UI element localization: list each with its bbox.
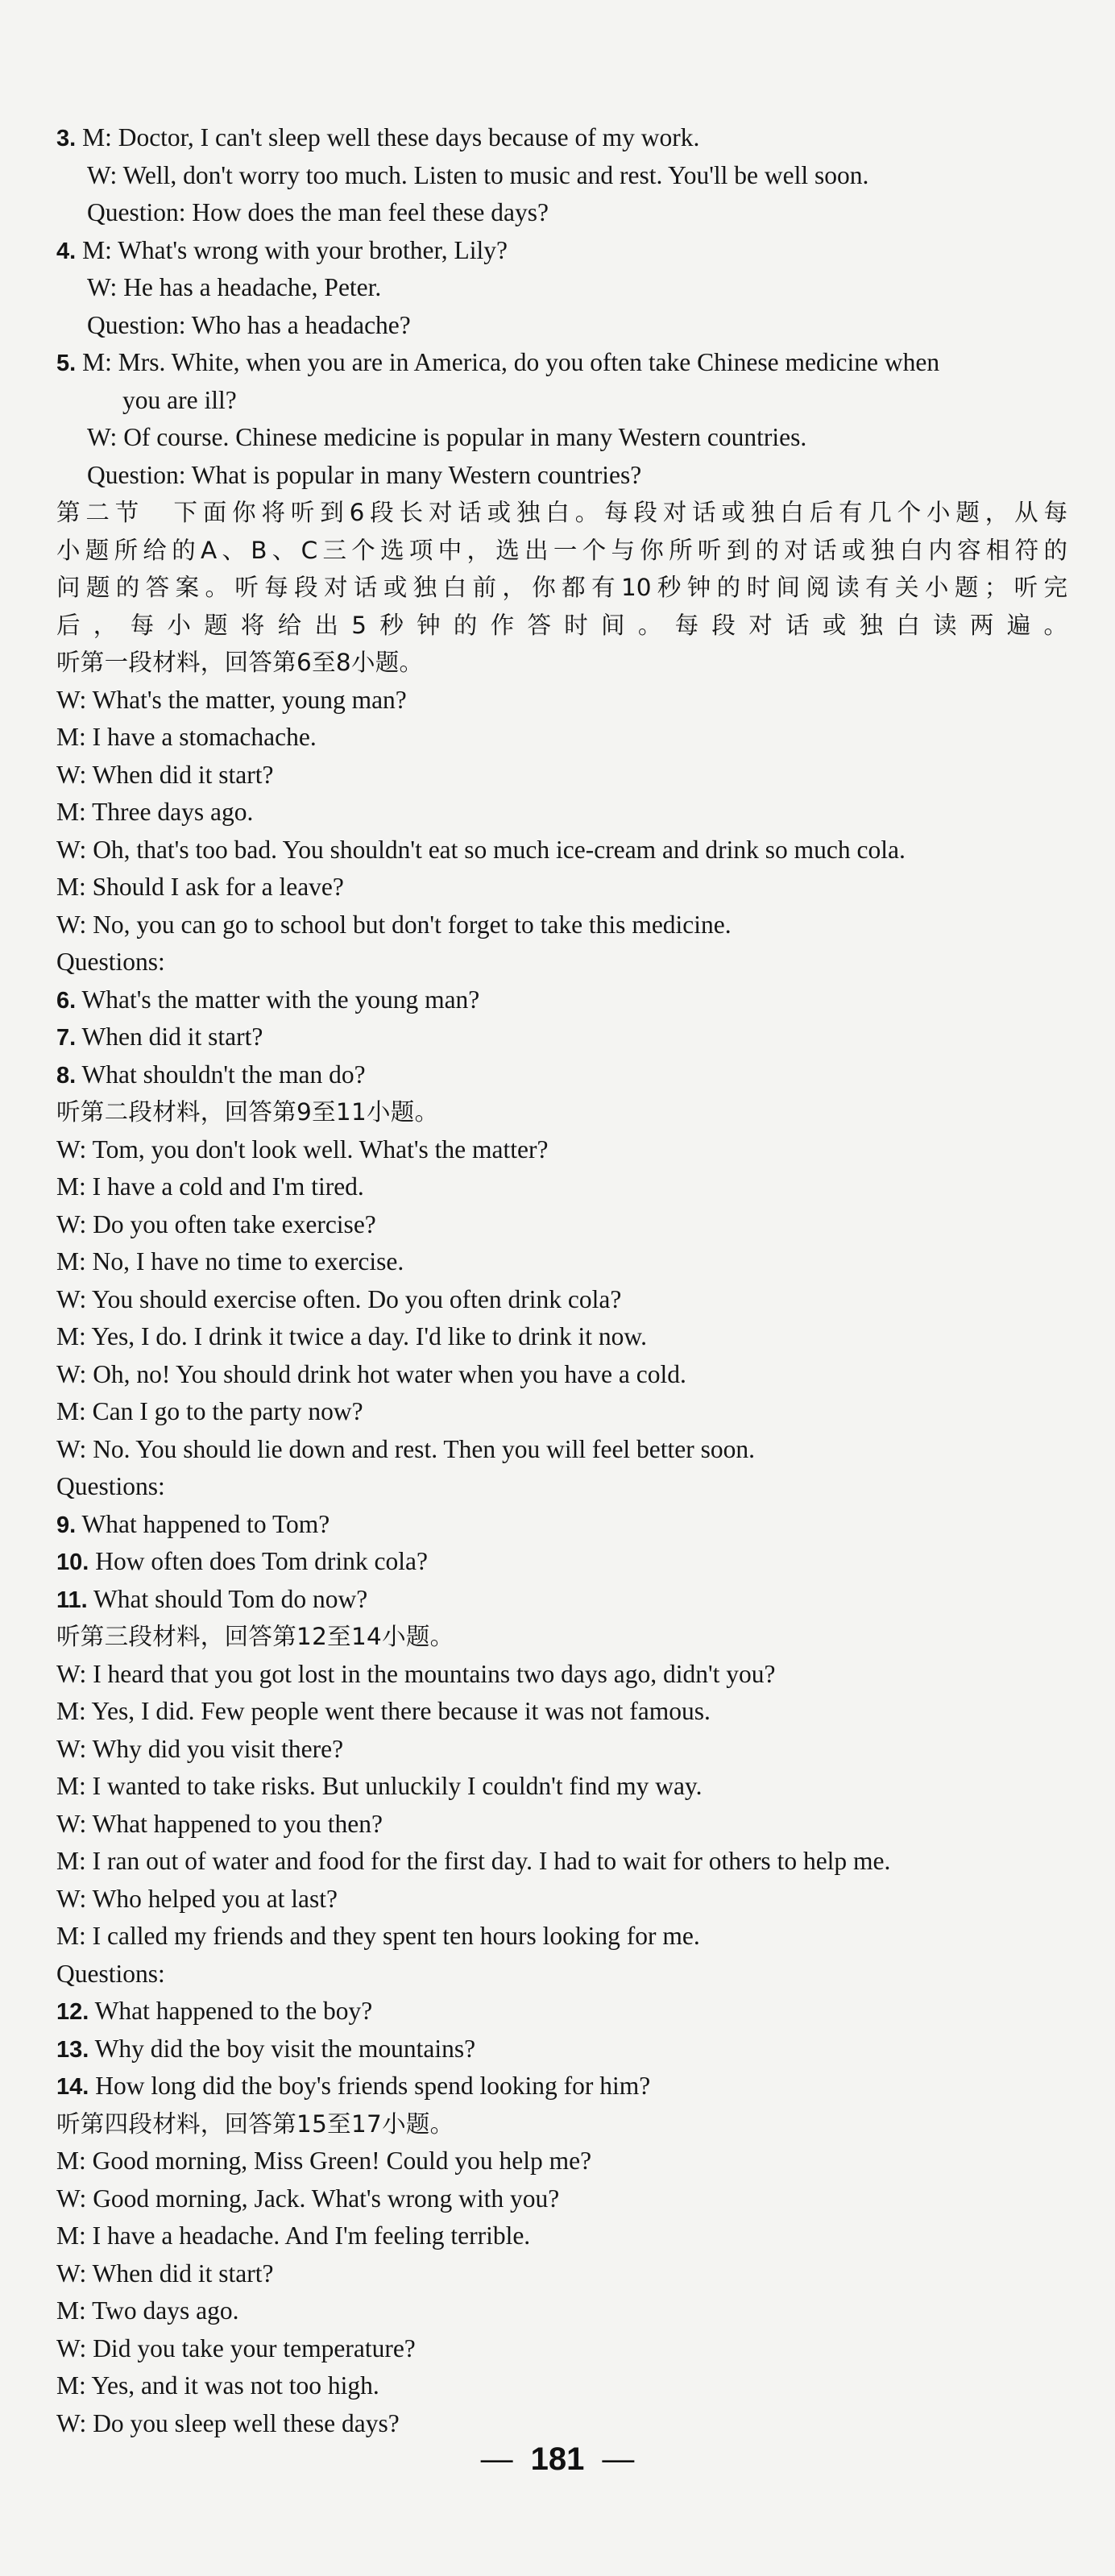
dialogue-line: W: You should exercise often. Do you often drink cola? bbox=[56, 1284, 622, 1313]
question-text: What shouldn't the man do? bbox=[76, 1060, 366, 1089]
question-line bbox=[48, 1018, 1055, 1056]
question-number: 5. bbox=[56, 351, 77, 376]
question-line bbox=[48, 981, 1055, 1019]
question-number: 9. bbox=[56, 1512, 77, 1538]
question-number: 7. bbox=[56, 1025, 77, 1051]
line-text: Question: Who has a headache? bbox=[87, 310, 411, 339]
line-text: W: Of course. Chinese medicine is popular in many Western countries. bbox=[87, 423, 807, 451]
section-instruction-line: 第二节 下面你将听到6段长对话或独白。每段对话或独白后有几个小题，从每 bbox=[56, 499, 1067, 526]
question-line bbox=[48, 1506, 1055, 1544]
footer-dash-left: — bbox=[480, 2441, 513, 2477]
line-text: Question: How does the man feel these days? bbox=[87, 198, 549, 226]
dialogue-line: W: What's the matter, young man? bbox=[56, 685, 407, 714]
question-text: What should Tom do now? bbox=[87, 1584, 368, 1613]
dialogue-line: W: When did it start? bbox=[56, 2259, 274, 2288]
material-heading: 听第三段材料，回答第12至14小题。 bbox=[56, 1623, 454, 1650]
question-text: What happened to the boy? bbox=[89, 1997, 373, 2025]
page-number: 181 bbox=[530, 2441, 585, 2477]
dialogue-line: M: Good morning, Miss Green! Could you help me? bbox=[56, 2147, 592, 2175]
line-text: Question: What is popular in many Western countries? bbox=[87, 460, 642, 489]
dialogue-line: M: Yes, I did. Few people went there because it was not famous. bbox=[56, 1697, 711, 1725]
dialogue-line bbox=[48, 457, 1055, 495]
dialogue-line: W: Good morning, Jack. What's wrong with you? bbox=[56, 2184, 560, 2213]
question-number: 4. bbox=[56, 238, 77, 264]
question-number: 14. bbox=[56, 2074, 89, 2100]
dialogue-line bbox=[48, 307, 1055, 345]
dialogue-line: W: Why did you visit there? bbox=[56, 1734, 344, 1763]
question-text: What happened to Tom? bbox=[76, 1509, 330, 1538]
dialogue-line: W: Do you often take exercise? bbox=[56, 1209, 376, 1238]
question-number: 13. bbox=[56, 2036, 89, 2063]
dialogue-line: W: Did you take your temperature? bbox=[56, 2333, 416, 2362]
dialogue-line: Questions: bbox=[56, 1959, 165, 1988]
dialogue-line: M: I have a headache. And I'm feeling terrible. bbox=[56, 2221, 531, 2250]
material-heading: 听第四段材料，回答第15至17小题。 bbox=[56, 2109, 454, 2138]
line-text: M: Mrs. White, when you are in America, do you often take Chinese medicine when bbox=[76, 348, 940, 376]
dialogue-line bbox=[48, 382, 1055, 420]
material-heading: 听第二段材料，回答第9至11小题。 bbox=[56, 1098, 439, 1126]
dialogue-line: W: Oh, no! You should drink hot water when you have a cold. bbox=[56, 1359, 686, 1388]
dialogue-line: Questions: bbox=[56, 948, 165, 976]
dialogue-line: W: Who helped you at last? bbox=[56, 1884, 338, 1913]
question-number: 11. bbox=[56, 1587, 88, 1613]
dialogue-line: M: I called my friends and they spent ten hours looking for me. bbox=[56, 1922, 700, 1950]
question-number: 3. bbox=[56, 126, 77, 151]
section-instruction-line: 小题所给的A、B、C三个选项中，选出一个与你所听到的对话或独白内容相符的 bbox=[56, 536, 1067, 564]
dialogue-line: M: Yes, and it was not too high. bbox=[56, 2371, 379, 2400]
dialogue-line: W: I heard that you got lost in the mountains two days ago, didn't you? bbox=[56, 1659, 776, 1688]
dialogue-line bbox=[48, 232, 1055, 270]
question-number: 6. bbox=[56, 987, 77, 1014]
line-text: you are ill? bbox=[122, 385, 237, 414]
dialogue-line bbox=[48, 269, 1055, 307]
dialogue-line: W: When did it start? bbox=[56, 760, 274, 789]
dialogue-line: M: I ran out of water and food for the first day. I had to wait for others to help me. bbox=[56, 1847, 891, 1875]
dialogue-line: M: Yes, I do. I drink it twice a day. I'd like to drink it now. bbox=[56, 1322, 648, 1350]
dialogue-line: M: Can I go to the party now? bbox=[56, 1397, 363, 1425]
page-footer bbox=[0, 2441, 1115, 2478]
material-heading: 听第一段材料，回答第6至8小题。 bbox=[56, 649, 424, 676]
question-text: How often does Tom drink cola? bbox=[89, 1547, 428, 1575]
question-text: When did it start? bbox=[76, 1023, 263, 1051]
dialogue-line: M: I wanted to take risks. But unluckily I couldn't find my way. bbox=[56, 1772, 703, 1800]
line-text: W: He has a headache, Peter. bbox=[87, 273, 382, 301]
dialogue-line bbox=[48, 194, 1055, 232]
dialogue-line: W: Tom, you don't look well. What's the matter? bbox=[56, 1135, 549, 1164]
line-text: M: Doctor, I can't sleep well these days because of my work. bbox=[76, 123, 700, 151]
dialogue-line: M: No, I have no time to exercise. bbox=[56, 1247, 404, 1276]
dialogue-line: W: What happened to you then? bbox=[56, 1809, 383, 1838]
dialogue-line: M: Should I ask for a leave? bbox=[56, 873, 344, 901]
page-content bbox=[48, 119, 1067, 2442]
section-instruction-line: 问题的答案。听每段对话或独白前，你都有10秒钟的时间阅读有关小题；听完 bbox=[56, 574, 1067, 601]
dialogue-line bbox=[48, 419, 1055, 457]
dialogue-line: M: I have a cold and I'm tired. bbox=[56, 1172, 364, 1201]
question-number: 8. bbox=[56, 1062, 77, 1089]
question-line bbox=[48, 1581, 1055, 1619]
question-number: 10. bbox=[56, 1549, 89, 1575]
dialogue-line: W: Do you sleep well these days? bbox=[56, 2408, 400, 2437]
question-line bbox=[48, 1543, 1055, 1581]
section-instruction-line: 后，每小题将给出5秒钟的作答时间。每段对话或独白读两遍。 bbox=[56, 611, 1067, 639]
question-line bbox=[48, 2031, 1055, 2068]
question-text: What's the matter with the young man? bbox=[76, 985, 480, 1014]
dialogue-line: W: No. You should lie down and rest. Then you will feel better soon. bbox=[56, 1434, 756, 1463]
dialogue-line: Questions: bbox=[56, 1472, 165, 1500]
question-text: How long did the boy's friends spend looking for him? bbox=[89, 2072, 651, 2100]
dialogue-line: M: Three days ago. bbox=[56, 798, 254, 826]
dialogue-line: W: Oh, that's too bad. You shouldn't eat so much ice-cream and drink so much cola. bbox=[56, 835, 906, 864]
question-number: 12. bbox=[56, 1999, 89, 2025]
dialogue-line bbox=[48, 119, 1055, 157]
line-text: M: What's wrong with your brother, Lily? bbox=[76, 235, 508, 264]
question-line bbox=[48, 2068, 1055, 2105]
dialogue-line: W: No, you can go to school but don't forget to take this medicine. bbox=[56, 910, 732, 939]
dialogue-line bbox=[48, 157, 1055, 195]
question-line bbox=[48, 1993, 1055, 2031]
dialogue-line: M: Two days ago. bbox=[56, 2296, 239, 2325]
question-text: Why did the boy visit the mountains? bbox=[89, 2034, 476, 2063]
line-text: W: Well, don't worry too much. Listen to music and rest. You'll be well soon. bbox=[87, 160, 869, 189]
dialogue-line: M: I have a stomachache. bbox=[56, 723, 317, 751]
dialogue-line bbox=[48, 344, 1055, 382]
question-line bbox=[48, 1056, 1055, 1094]
footer-dash-right: — bbox=[602, 2441, 635, 2477]
